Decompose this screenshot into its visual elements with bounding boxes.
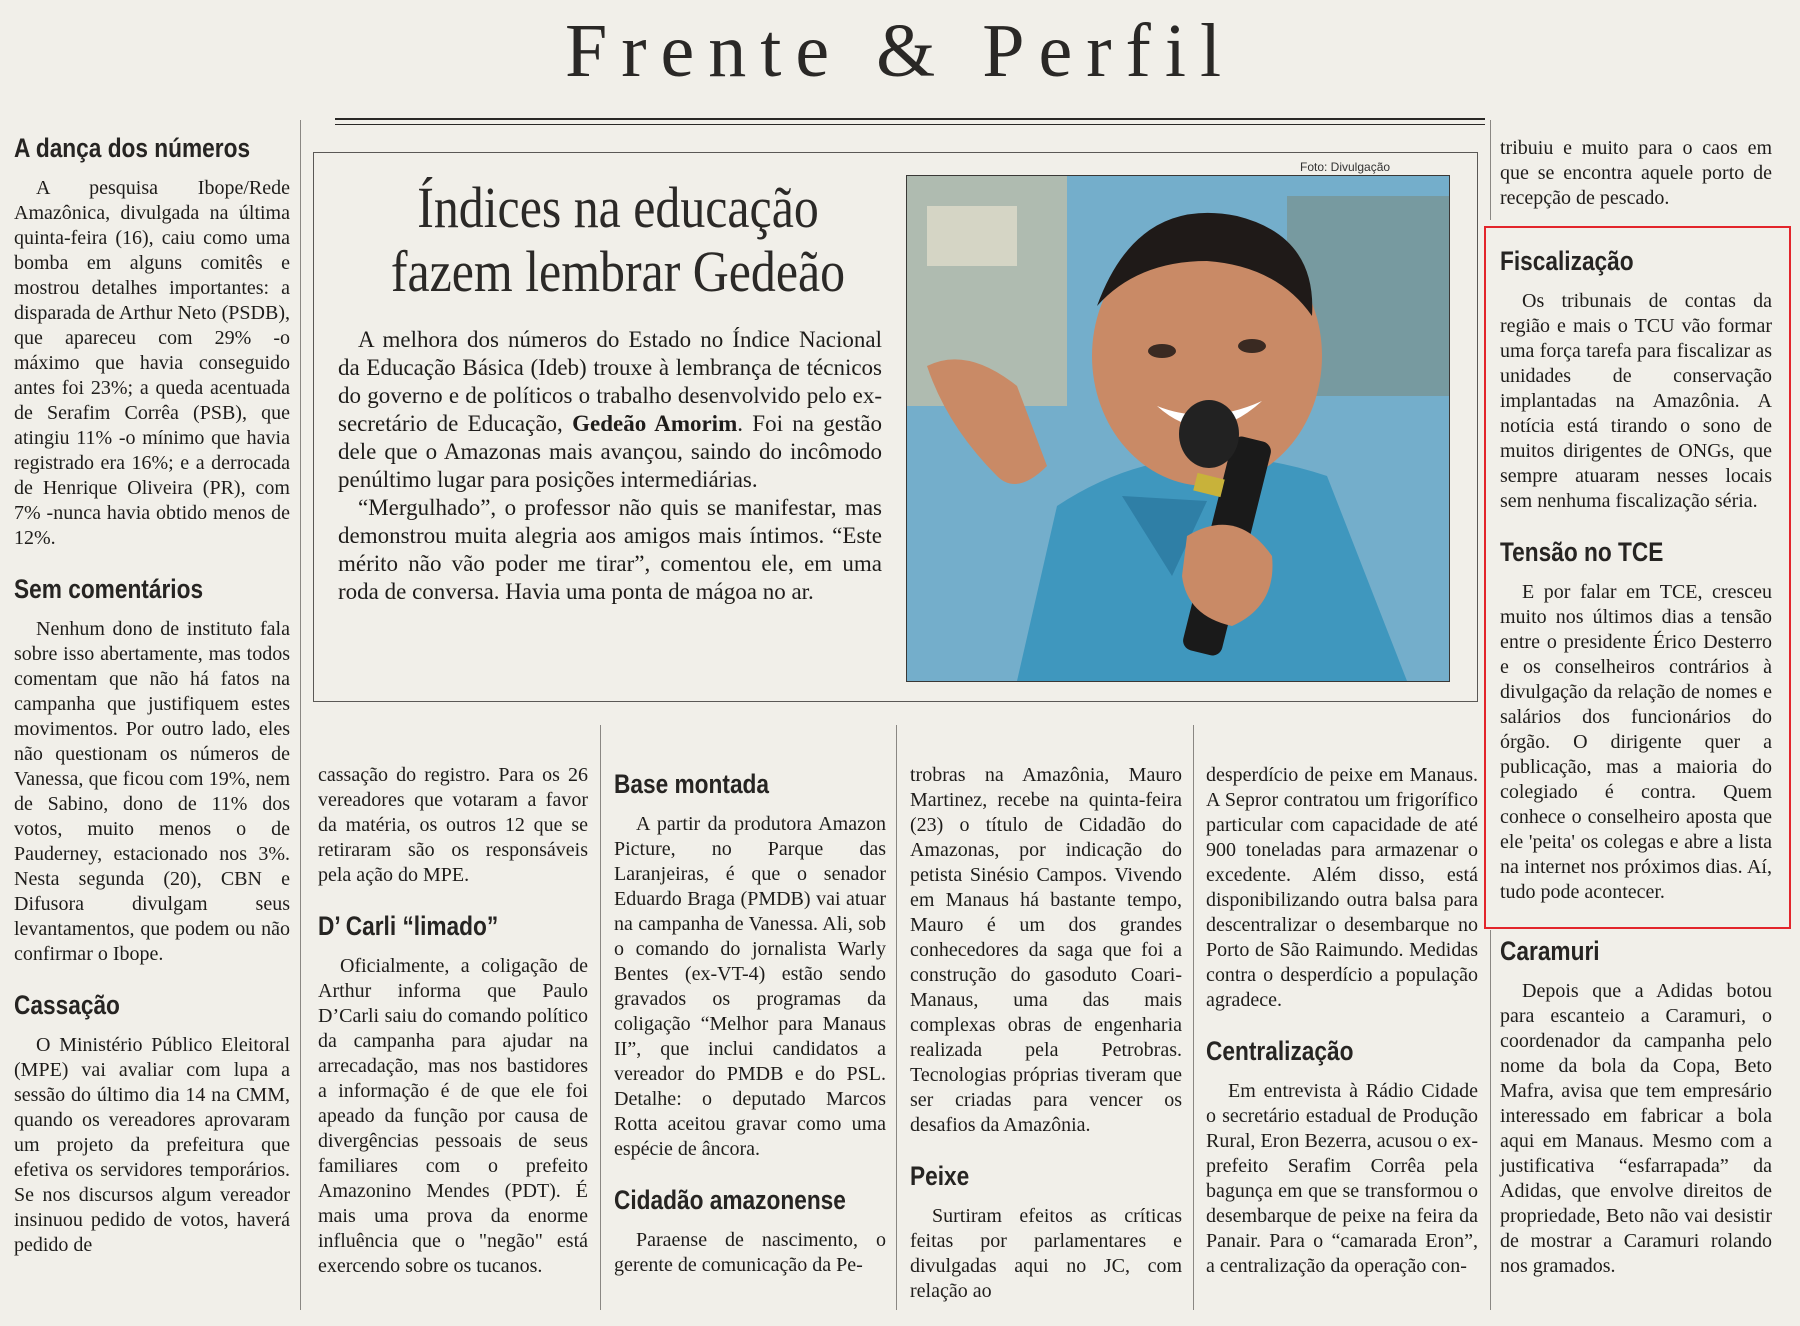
column-divider <box>1490 930 1491 1310</box>
section-heading: Base montada <box>614 769 770 799</box>
highlight-box <box>1484 226 1791 929</box>
continued-text: tribuiu e muito para o caos em que se encontra aquele porto de recepção de pescado. <box>1500 137 1772 209</box>
section-heading: Tensão no TCE <box>1500 537 1664 567</box>
masthead-title: Frente & Perfil <box>564 9 1236 93</box>
lead-para1-start: A melhora dos números do Estado no Índice Nacional da Educação Básica (Ideb) trouxe à lembrança de técnicos do governo e de políticos o trabalho desenvolvido pelo ex-secretário de Educação, <box>338 327 882 436</box>
section-text: A pesquisa Ibope/Rede Amazônica, divulgada na última quinta-feira (16), caiu como uma bomba em alguns comitês e mostrou detalhes importantes: a disparada de Arthur Neto (PSDB), que apareceu com 29% -o máximo que havia conseguido antes foi 23%; a queda acentuada de Serafim Corrêa (PSB), que atingiu 11% -o mínimo que havia registrado era 16%; e a derrocada de Henrique Oliveira (PR), com 7% -nunca havia obtido menos de 12%. <box>14 177 290 549</box>
column-2 <box>318 763 588 1301</box>
headline-line-2: fazem lembrar Gedeão <box>390 239 846 304</box>
column-divider <box>300 120 301 1310</box>
headline-line-1: Índices na educação <box>417 175 819 240</box>
section-heading: Caramuri <box>1500 936 1600 966</box>
section-text: Paraense de nascimento, o gerente de comunicação da Pe- <box>614 1229 886 1276</box>
continued-text: trobras na Amazônia, Mauro Martinez, recebe na quinta-feira (23) o título de Cidadão do Amazonas, por indicação do petista Sinésio Campos. Vivendo em Manaus há bastante tempo, Mauro é um dos grandes conhecedores da saga que foi a construção do gasoduto Coari-Manaus, uma das mais complexas obras de engenharia realizada pela Petrobras. Tecnologias próprias tiveram que ser criadas para vencer os desafios da Amazônia. <box>910 764 1182 1136</box>
photo-credit: Foto: Divulgação <box>1300 160 1391 174</box>
section-text: Em entrevista à Rádio Cidade o secretário estadual de Produção Rural, Eron Bezerra, acusou o ex-prefeito Serafim Corrêa pela bagunça em que se transformou o desembarque de peixe na feira da Panair. Para o “camarada Eron”, a centralização da operação con- <box>1206 1080 1478 1277</box>
section-heading: Cidadão amazonense <box>614 1185 846 1215</box>
column-4 <box>910 763 1182 1326</box>
section-text: Nenhum dono de instituto fala sobre isso abertamente, mas todos comentam que não há fatos na campanha que justifiquem estes movimentos. Por outro lado, eles não questionam os números de Vanessa, que ficou com 19%, nem de Sabino, dono de 11% dos votos, muito menos o de Pauderney, estacionado nos 3%. Nesta segunda (20), CBN e Difusora divulgam seus levantamentos, que podem ou não confirmar o Ibope. <box>14 618 290 965</box>
masthead-rule <box>335 118 1485 125</box>
lead-paragraph-2: “Mergulhado”, o professor não quis se manifestar, mas demonstrou muita alegria aos amigos mais íntimos. “Este mérito não vão poder me tirar”, comentou ele, em uma roda de conversa. Havia uma ponta de mágoa no ar. <box>338 495 882 604</box>
lead-photo <box>906 175 1450 682</box>
continued-text: desperdício de peixe em Manaus. A Sepror contratou um frigorífico particular com capacidade de até 900 toneladas para armazenar o excedente. Além disso, está disponibilizando outra balsa para descentralizar o desembarque no Porto de São Raimundo. Medidas contra o desperdício a população agradece. <box>1206 764 1478 1011</box>
column-divider <box>1193 725 1194 1310</box>
section-text: Os tribunais de contas da região e mais o TCU vão formar uma força tarefa para fiscalizar as unidades de conservação implantadas na Amazônia. A notícia está tirando o sono de muitos dirigentes de ONGs, que sempre atuaram nesses locais sem nenhuma fiscalização séria. <box>1500 290 1772 512</box>
lead-name-bold: Gedeão Amorim <box>572 411 738 436</box>
lead-para1-end: . Foi na gestão dele que o Amazonas mais avançou, saindo do incômodo penúltimo lugar para posições intermediárias. <box>338 411 883 492</box>
section-text: O Ministério Público Eleitoral (MPE) vai avaliar com lupa a sessão do último dia 14 na CMM, quando os vereadores aprovaram um projeto da prefeitura que efetiva os servidores temporários. Se nos discursos algum vereador insinuou pedido de votos, haverá pedido de <box>14 1034 290 1256</box>
column-5 <box>1206 763 1478 1301</box>
section-heading: Peixe <box>910 1161 970 1191</box>
lead-body <box>338 326 882 606</box>
continued-text: cassação do registro. Para os 26 vereadores que votaram a favor da matéria, os outros 12 que se retiraram são os responsáveis pela ação do MPE. <box>318 764 588 886</box>
lead-headline <box>377 176 859 304</box>
section-heading: Fiscalização <box>1500 246 1634 276</box>
column-divider <box>896 725 897 1310</box>
column-1 <box>14 132 290 1280</box>
section-text: E por falar em TCE, cresceu muito nos últimos dias a tensão entre o presidente Érico Desterro e os conselheiros contrários à divulgação da relação de nomes e salários dos funcionários do órgão. O dirigente quer a publicação, mas a maioria do colegiado é contra. Quem conhece o conselheiro aposta que ele 'peita' os colegas e abre a lista na internet nos próximos dias. Aí, tudo pode acontecer. <box>1500 581 1772 903</box>
section-text: Surtiram efeitos as críticas feitas por parlamentares e divulgadas aqui no JC, com relação ao <box>910 1205 1182 1302</box>
column-divider <box>600 725 601 1310</box>
lead-paragraph-1 <box>338 326 882 494</box>
section-text: A partir da produtora Amazon Picture, no Parque das Laranjeiras, é que o senador Eduardo Braga (PMDB) vai atuar na campanha de Vanessa. Ali, sob o comando do jornalista Warly Bentes (ex-VT-4) estão sendo gravados os programas da coligação “Melhor para Manaus II”, que inclui candidatos a vereador do PMDB e do PSL. Detalhe: o deputado Marcos Rotta aceitou gravar como uma espécie de âncora. <box>614 813 886 1160</box>
man-with-microphone-illustration <box>907 176 1449 681</box>
section-heading: Cassação <box>14 990 120 1020</box>
section-text: Oficialmente, a coligação de Arthur informa que Paulo D’Carli saiu do comando político da campanha para ajudar na arrecadação, mas nos bastidores a informação é de que ele foi apeado da função por causa de divergências pessoais de seus familiares com o prefeito Amazonino Mendes (PDT). É mais uma prova da enorme influência que o "negão" está exercendo sobre os tucanos. <box>318 955 588 1277</box>
section-heading: Sem comentários <box>14 574 204 604</box>
section-heading: Centralização <box>1206 1036 1354 1066</box>
column-divider <box>1490 120 1491 220</box>
section-heading: D’ Carli “limado” <box>318 911 499 941</box>
section-heading: A dança dos números <box>14 133 251 163</box>
section-text: Depois que a Adidas botou para escanteio a Caramuri, o coordenador da campanha pelo nome da bola da Copa, Beto Mafra, avisa que tem empresário interessado em fabricar a bola aqui em Manaus. Mesmo com a justificativa “esfarrapada” da Adidas, que envolve direitos de propriedade, Beto não vai desistir de mostrar a Caramuri rolando nos gramados. <box>1500 980 1772 1277</box>
column-3 <box>614 768 886 1300</box>
